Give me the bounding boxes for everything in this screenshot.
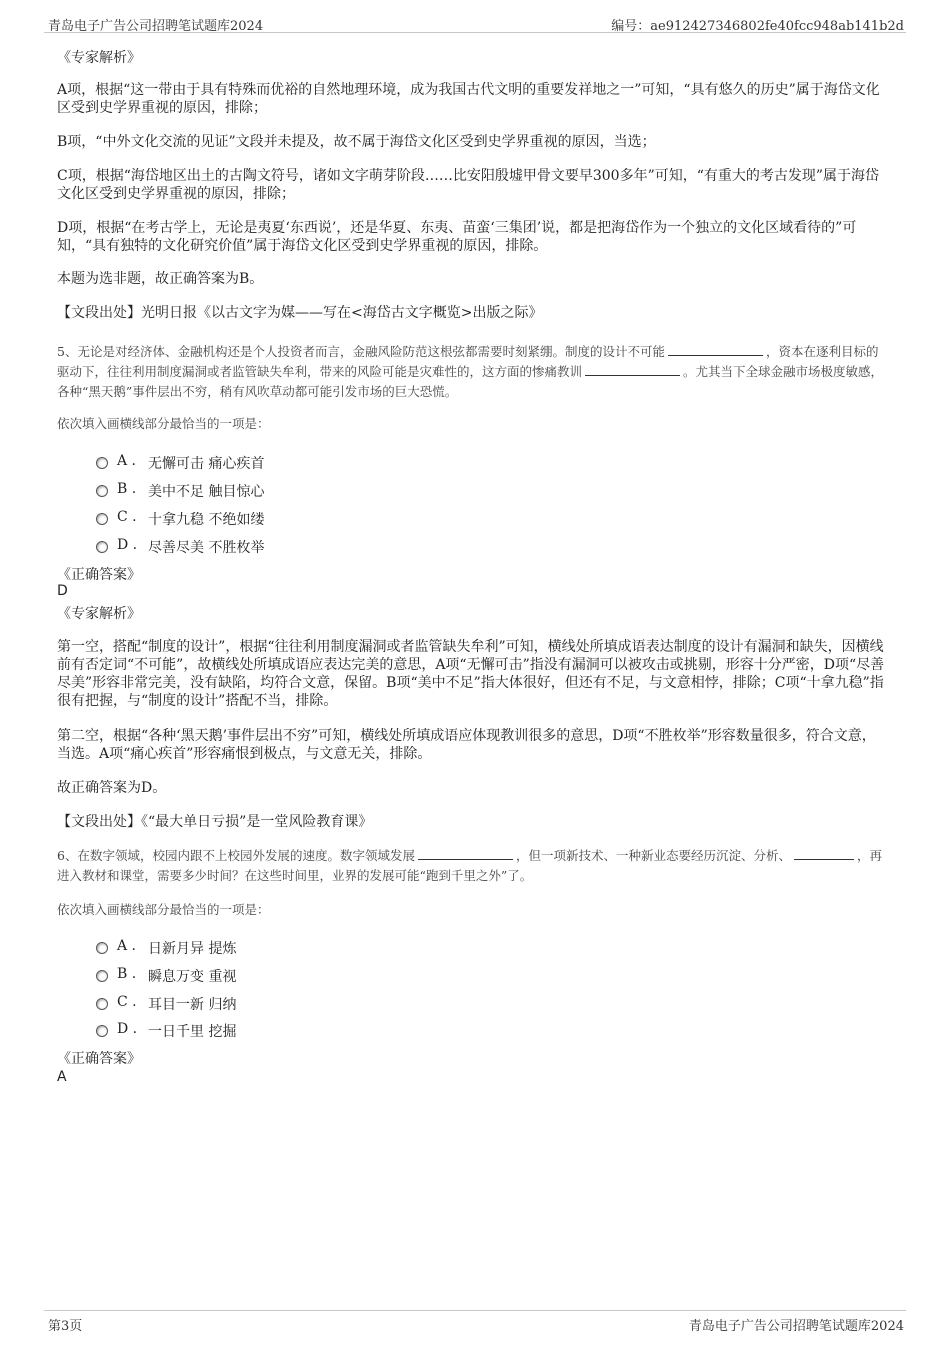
page-footer — [44, 1310, 906, 1333]
option-text: 尽善尽美 不胜枚举 — [148, 540, 265, 556]
q4-conclusion: 本题为选非题，故正确答案为B。 — [57, 271, 264, 287]
page-header — [44, 12, 906, 33]
option-text: 无懈可击 痛心疾首 — [148, 456, 265, 472]
q6-answer: A — [57, 1069, 67, 1085]
option-letter: A . — [117, 938, 137, 954]
radio-icon[interactable] — [96, 485, 108, 497]
q5-analysis-label: 《专家解析》 — [57, 606, 141, 622]
option-letter: D . — [117, 537, 138, 553]
q6-stem-part1: 6、在数字领域，校园内跟不上校园外发展的速度。数字领域发展 — [57, 848, 415, 863]
option-letter: C . — [117, 994, 137, 1010]
option-letter: B . — [117, 966, 137, 982]
radio-icon[interactable] — [96, 970, 108, 982]
q6-blank-1 — [418, 848, 513, 860]
option-text: 瞬息万变 重视 — [148, 969, 237, 985]
radio-icon[interactable] — [96, 513, 108, 525]
q5-stem-part1: 5、无论是对经济体、金融机构还是个人投资者而言，金融风险防范这根弦都需要时刻紧绷。制度的设计不可能 — [57, 344, 665, 359]
q4-analysis-c: C项，根据“海岱地区出土的古陶文符号，诸如文字萌芽阶段……比安阳殷墟甲骨文要早300多年”可知，“有重大的考古发现”属于海岱文化区受到史学界重视的原因，排除； — [57, 168, 880, 202]
q6-answer-label: 《正确答案》 — [57, 1051, 141, 1067]
radio-icon[interactable] — [96, 998, 108, 1010]
option-letter: A . — [117, 453, 137, 469]
q6-stem-part2: ，但一项新技术、一种新业态要经历沉淀、分析、 — [515, 848, 791, 863]
option-text: 十拿九稳 不绝如缕 — [148, 512, 265, 528]
q5-blank-1 — [668, 344, 763, 356]
radio-icon[interactable] — [96, 1025, 108, 1037]
q6-blank-2 — [794, 848, 854, 860]
q5-stem-part2: ，资本在逐利目标的驱动下，往往利用制度漏洞或者监管缺失牟利，带来的风险可能是灾难性的，这方面的惨痛教训 — [57, 344, 879, 379]
option-letter: D . — [117, 1021, 138, 1037]
q5-blank-2 — [585, 364, 680, 376]
q5-answer: D — [57, 583, 68, 599]
option-text: 美中不足 触目惊心 — [148, 484, 265, 500]
q4-analysis-label: 《专家解析》 — [57, 50, 141, 66]
option-text: 一日千里 挖掘 — [148, 1024, 237, 1040]
footer-title: 青岛电子广告公司招聘笔试题库2024 — [688, 1319, 904, 1334]
radio-icon[interactable] — [96, 457, 108, 469]
q6-stem-part3: ，再进入教材和课堂，需要多少时间？在这些时间里，业界的发展可能“跑到千里之外”了。 — [57, 848, 882, 883]
q5-analysis-2: 第二空，根据“各种‘黑天鹅’事件层出不穷”可知，横线处所填成语应体现教训很多的意思，D项“不胜枚举”形容数量很多，符合文意，当选。A项“痛心疾首”形容痛恨到极点，与文意无关，排除。 — [57, 728, 876, 762]
q5-analysis-1: 第一空，搭配“制度的设计”，根据“往往利用制度漏洞或者监管缺失牟利”可知，横线处所填成语表达制度的设计有漏洞和缺失，因横线前有否定词“不可能”，故横线处所填成语应表达完美的意思，A项“无懈可击”指没有漏洞可以被攻击或挑剔，形容十分严密，D项“尽善尽美”形容非常完美，没有缺陷，均符合文意，保留。B项“美中不足”指大体很好，但还有不足，与文意相悖，排除；C项“十拿九稳”指很有把握，与“制度的设计”搭配不当，排除。 — [57, 639, 885, 709]
option-text: 耳目一新 归纳 — [148, 997, 237, 1013]
option-letter: B . — [117, 481, 137, 497]
radio-icon[interactable] — [96, 942, 108, 954]
option-letter: C . — [117, 509, 137, 525]
q5-stem-part3: 。尤其当下全球金融市场极度敏感，各种“黑天鹅”事件层出不穷，稍有风吹草动都可能引发市场的巨大恐慌。 — [57, 364, 884, 399]
q5-prompt: 依次填入画横线部分最恰当的一项是： — [57, 416, 270, 431]
q5-conclusion: 故正确答案为D。 — [57, 780, 167, 796]
q5-source: 【文段出处】《“最大单日亏损”是一堂风险教育课》 — [57, 814, 373, 830]
q4-analysis-d: D项，根据“在考古学上，无论是夷夏‘东西说’，还是华夏、东夷、苗蛮‘三集团’说，都是把海岱作为一个独立的文化区域看待的”可知，“具有独特的文化研究价值”属于海岱文化区受到史学界重视的原因，排除。 — [57, 220, 857, 254]
q4-source: 【文段出处】光明日报《以古文字为媒——写在<海岱古文字概览>出版之际》 — [57, 305, 543, 321]
q6-prompt: 依次填入画横线部分最恰当的一项是： — [57, 902, 270, 917]
page-number: 第3页 — [48, 1319, 83, 1334]
q4-analysis-b: B项，“中外文化交流的见证”文段并未提及，故不属于海岱文化区受到史学界重视的原因，当选； — [57, 134, 656, 150]
q4-analysis-a: A项，根据“这一带由于具有特殊而优裕的自然地理环境，成为我国古代文明的重要发祥地之一”可知，“具有悠久的历史”属于海岱文化区受到史学界重视的原因，排除； — [57, 82, 880, 116]
option-text: 日新月异 提炼 — [148, 941, 237, 957]
header-title: 青岛电子广告公司招聘笔试题库2024 — [48, 19, 264, 34]
header-serial: 编号：ae912427346802fe40fcc948ab141b2d — [611, 19, 904, 34]
q5-answer-label: 《正确答案》 — [57, 567, 141, 583]
radio-icon[interactable] — [96, 541, 108, 553]
q5-stem — [57, 342, 888, 402]
q6-stem — [57, 846, 888, 886]
